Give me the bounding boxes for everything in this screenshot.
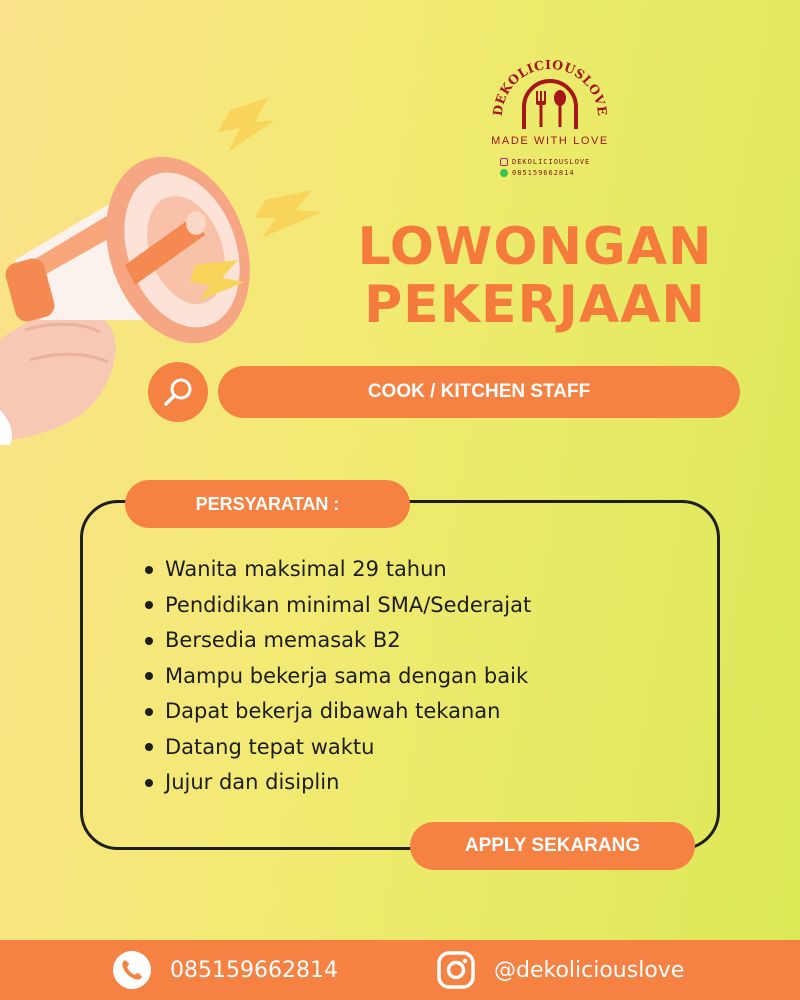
footer-instagram[interactable] bbox=[436, 940, 684, 1000]
bullet-icon bbox=[145, 672, 153, 680]
instagram-small-icon bbox=[500, 158, 508, 166]
logo-instagram bbox=[500, 158, 610, 166]
logo-instagram-text: DEKOLICIOUSLOVE bbox=[512, 158, 591, 166]
list-item bbox=[145, 730, 665, 766]
logo-tagline: MADE WITH LOVE bbox=[491, 135, 609, 147]
page-title bbox=[340, 218, 730, 334]
brand-logo bbox=[480, 55, 620, 185]
logo-phone-text: 085159662814 bbox=[512, 169, 575, 177]
bullet-icon bbox=[145, 566, 153, 574]
apply-button[interactable]: APPLY SEKARANG bbox=[410, 822, 695, 870]
list-item bbox=[145, 765, 665, 801]
list-item bbox=[145, 659, 665, 695]
footer-phone[interactable] bbox=[112, 940, 338, 1000]
list-item bbox=[145, 552, 665, 588]
requirement-text: Datang tepat waktu bbox=[165, 734, 375, 759]
instagram-icon bbox=[436, 950, 476, 990]
headline-line-2: PEKERJAAN bbox=[364, 275, 706, 335]
requirements-heading-label: PERSYARATAN : bbox=[195, 493, 340, 514]
footer-bar bbox=[0, 940, 800, 1000]
svg-text:DEKOLICIOUSLOVE bbox=[490, 57, 610, 117]
job-title-pill bbox=[218, 366, 740, 418]
search-badge bbox=[148, 362, 208, 422]
bullet-icon bbox=[145, 601, 153, 609]
logo-phone bbox=[500, 169, 610, 177]
spoon-icon bbox=[554, 90, 566, 127]
footer-phone-text: 085159662814 bbox=[170, 957, 338, 983]
requirements-list bbox=[145, 552, 665, 801]
list-item bbox=[145, 694, 665, 730]
requirement-text: Dapat bekerja dibawah tekanan bbox=[165, 699, 501, 723]
requirement-text: Wanita maksimal 29 tahun bbox=[165, 557, 447, 581]
requirement-text: Bersedia memasak B2 bbox=[165, 628, 401, 652]
footer-instagram-text: @dekoliciouslove bbox=[494, 957, 685, 983]
requirement-text: Jujur dan disiplin bbox=[165, 770, 340, 794]
logo-emblem bbox=[480, 55, 620, 135]
job-title: COOK / KITCHEN STAFF bbox=[367, 381, 591, 402]
bullet-icon bbox=[145, 637, 153, 645]
requirements-heading bbox=[125, 480, 410, 528]
phone-icon bbox=[112, 950, 152, 990]
bullet-icon bbox=[145, 743, 153, 751]
magnifier-icon bbox=[161, 375, 195, 409]
headline-line-1: LOWONGAN bbox=[357, 217, 713, 277]
requirement-text: Mampu bekerja sama dengan baik bbox=[165, 663, 529, 688]
fork-icon bbox=[536, 91, 546, 127]
list-item bbox=[145, 588, 665, 624]
whatsapp-small-icon bbox=[500, 169, 508, 177]
bullet-icon bbox=[145, 708, 153, 716]
bullet-icon bbox=[145, 779, 153, 787]
logo-brand-name: DEKOLICIOUSLOVE bbox=[489, 56, 611, 117]
list-item bbox=[145, 623, 665, 659]
requirement-text: Pendidikan minimal SMA/Sederajat bbox=[165, 592, 532, 617]
